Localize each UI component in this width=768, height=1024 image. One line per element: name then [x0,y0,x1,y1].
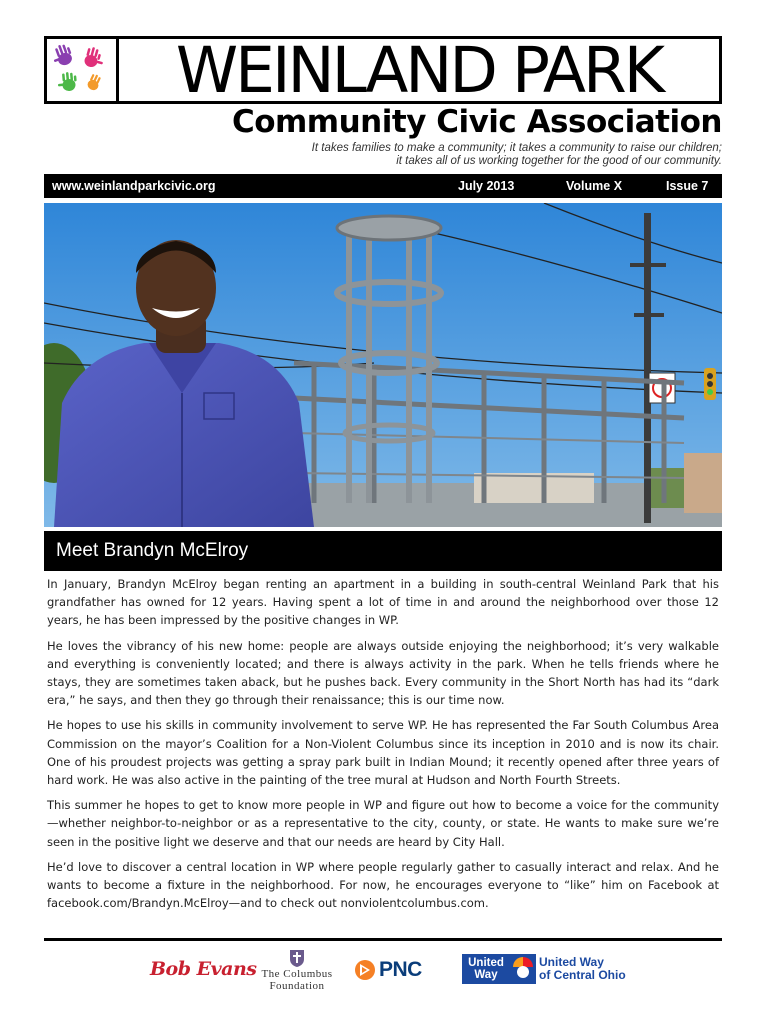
issue-date: July 2013 [458,179,515,193]
tagline-line-2: it takes all of us working together for the good of our community. [396,155,722,167]
pnc-triangle-icon [354,959,376,981]
article-paragraph: This summer he hopes to get to know more people in WP and figure out how to become a voice for the community—whether neighbor-to-neighbor or as a representative to the city, county, or state. He wants to make sure we’re seen in the positive light we deserve and that our needs are heard by City Hall. [47,798,719,849]
masthead-tagline [202,142,722,168]
united-way-hand-icon [510,954,536,984]
bob-evans-logo: Bob Evans [150,958,257,980]
columbus-foundation-line-2: Foundation [269,980,325,992]
website-link[interactable]: www.weinlandparkcivic.org [52,179,216,193]
columbus-foundation-line-1: The Columbus [261,968,333,980]
united-way-box-line-1: United [468,957,504,969]
article-paragraph: He loves the vibrancy of his new home: people are always outside enjoying the neighborhood; it’s very walkable and everything is conveniently located; and there is always activity in the park. When he tells friends where he stays, they are sometimes taken aback, but he pushes back. Every community in the Short North has had its “dark era,” he says, and then they go through their renaissance; this is our time now. [47,638,719,708]
article-body [47,575,719,919]
article-paragraph: He hopes to use his skills in community involvement to serve WP. He has represented the Far South Columbus Area Commission on the mayor’s Coalition for a Non-Violent Columbus since its inception in 2010 and is now its chair. One of his proudest projects was getting a spray park built in Indian Mound; it recently opened after three years of hard work. He was also active in the painting of the tree mural at Hudson and North Fourth Streets. [47,718,719,788]
volume-label: Volume X [566,179,623,193]
united-way-box [462,954,510,984]
masthead-title: WEINLAND PARK [175,39,663,101]
columbus-foundation-logo [256,948,338,992]
united-way-name-line-1: United Way [539,955,604,969]
issue-info-bar [44,174,722,198]
article-headline: Meet Brandyn McElroy [44,531,722,571]
pnc-wordmark: PNC [379,958,422,981]
united-way-name [539,956,626,982]
footer-divider [44,938,722,941]
foundation-crest-icon [288,948,306,968]
united-way-logo [462,954,626,984]
article-paragraph: He’d love to discover a central location in WP where people regularly gather to casually interact and relax. And he wants to become a fixture in the neighborhood. For now, he encourages everyone to “like” him on Facebook at facebook.com/Brandyn.McElroy—and to check out nonviolentcolumbus.com. [47,859,719,911]
tagline-line-1: It takes families to make a community; it takes a community to raise our children; [311,142,722,154]
sponsor-logos [44,946,722,1000]
handprints-logo-icon [47,39,119,101]
united-way-name-line-2: of Central Ohio [539,968,626,982]
masthead [44,36,722,104]
article-paragraph: In January, Brandyn McElroy began renting an apartment in a building in south-central Weinland Park that his grandfather has owned for 12 years. Having spent a lot of time in and around the neighborhood over those 12 years, he has been impressed by the positive changes in WP. [47,577,719,628]
feature-photo [44,203,722,527]
masthead-subtitle: Community Civic Association [231,104,722,140]
issue-number: Issue 7 [666,179,709,193]
pnc-logo [354,958,422,982]
united-way-box-line-2: Way [474,969,498,981]
